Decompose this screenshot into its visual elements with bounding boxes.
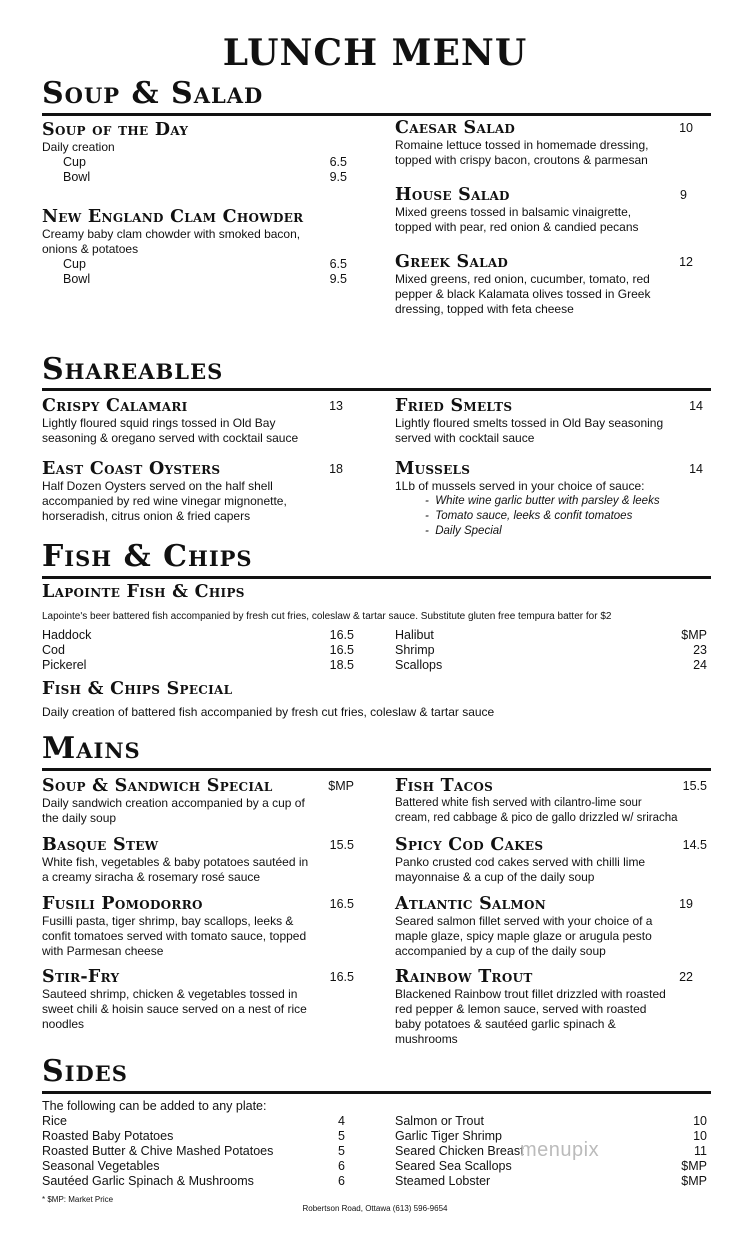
item-desc: noodles [42, 1017, 85, 1031]
sides-intro: The following can be added to any plate: [42, 1099, 267, 1113]
section-heading-sides: Sides [42, 1054, 128, 1089]
side-row: Rice 4 [42, 1114, 345, 1128]
item-name: Soup of the Day [42, 120, 189, 140]
item-desc: Half Dozen Oysters served on the half shell [42, 479, 273, 493]
item-desc: Creamy baby clam chowder with smoked bacon, [42, 227, 301, 241]
item-desc: Blackened Rainbow trout fillet drizzled with roasted [395, 987, 666, 1001]
item-name: Rainbow Trout [395, 967, 533, 987]
item-name: Fried Smelts [395, 396, 513, 416]
item-price: 12 [679, 255, 693, 269]
item-name: Caesar Salad [395, 118, 516, 138]
item-desc: red pepper & lemon sauce, served with roasted [395, 1002, 647, 1016]
fish-list-right [395, 628, 707, 673]
menu-item-fusili-pomodorro [42, 894, 354, 959]
item-price: 16.5 [329, 897, 354, 911]
item-desc: 1Lb of mussels served in your choice of sauce: [395, 479, 645, 493]
item-price: $MP [328, 779, 354, 793]
item-desc: topped with pear, red onion & candied pecans [395, 220, 639, 234]
menu-item-mussels [395, 459, 707, 539]
side-row: Garlic Tiger Shrimp 10 [395, 1129, 707, 1143]
section-divider [42, 576, 711, 579]
item-desc: maple glaze, spicy maple glaze or arugula pesto [395, 929, 652, 943]
menu-item-atlantic-salmon [395, 894, 707, 959]
item-desc: Fusilli pasta, tiger shrimp, bay scallops, leeks & [42, 914, 294, 928]
item-desc: the daily soup [42, 811, 117, 825]
menu-item-stir-fry [42, 967, 354, 1032]
item-price: 14 [689, 462, 703, 476]
item-desc: confit tomatoes served with tomato sauce, topped [42, 929, 307, 943]
fish-row: Shrimp 23 [395, 643, 707, 657]
item-desc: served with cocktail sauce [395, 431, 535, 445]
item-name: East Coast Oysters [42, 459, 221, 479]
item-desc: Seared salmon fillet served with your choice of a [395, 914, 653, 928]
item-price: 18 [329, 462, 343, 476]
menu-item-soup-sandwich-special [42, 776, 354, 826]
section-divider [42, 768, 711, 771]
menu-item-house-salad [395, 185, 707, 235]
item-name: Basque Stew [42, 835, 159, 855]
item-price: 10 [679, 121, 693, 135]
item-desc: Mixed greens tossed in balsamic vinaigrette, [395, 205, 632, 219]
item-name: Mussels [395, 459, 471, 479]
side-row: Roasted Baby Potatoes 5 [42, 1129, 345, 1143]
side-row: Seared Chicken Breast 11 [395, 1144, 707, 1158]
item-desc: mushrooms [395, 1032, 458, 1046]
size-row: Bowl 9.5 [63, 170, 347, 184]
side-row: Seared Sea Scallops $MP [395, 1159, 707, 1173]
item-price: 13 [329, 399, 343, 413]
sauce-option: - White wine garlic butter with parsley & leeks [425, 495, 660, 507]
item-desc: White fish, vegetables & baby potatoes sautéed in [42, 855, 309, 869]
item-desc: Daily sandwich creation accompanied by a cup of [42, 796, 305, 810]
item-desc: mayonnaise & a cup of the daily soup [395, 870, 595, 884]
sauce-option: - Tomato sauce, leeks & confit tomatoes [425, 510, 633, 522]
item-desc: onions & potatoes [42, 242, 139, 256]
item-desc: topped with crispy bacon, croutons & parmesan [395, 153, 648, 167]
page-title: LUNCH MENU [222, 32, 528, 74]
item-desc: accompanied by red wine vinegar mignonette, [42, 494, 287, 508]
item-desc: pepper & black Kalamata olives tossed in Greek [395, 287, 651, 301]
item-desc: Mixed greens, red onion, cucumber, tomato, red [395, 272, 650, 286]
item-name: Soup & Sandwich Special [42, 776, 273, 796]
item-desc: Sauteed shrimp, chicken & vegetables tossed in [42, 987, 298, 1001]
item-desc: accompanied by a cup of the daily soup [395, 944, 606, 958]
side-row: Sautéed Garlic Spinach & Mushrooms 6 [42, 1174, 345, 1188]
item-desc: a creamy siracha & rosemary rosé sauce [42, 870, 261, 884]
menu-item-soup-of-the-day [42, 120, 347, 185]
section-divider [42, 1091, 711, 1094]
menu-item-fried-smelts [395, 396, 707, 446]
item-desc: seasoning & oregano served with cocktail sauce [42, 431, 299, 445]
side-row: Salmon or Trout 10 [395, 1114, 707, 1128]
menu-item-fish-tacos [395, 776, 707, 826]
item-price: 14 [689, 399, 703, 413]
item-price: 14.5 [682, 838, 707, 852]
footnote-market-price: * $MP: Market Price [42, 1195, 114, 1204]
menu-item-east-coast-oysters [42, 459, 347, 524]
section-divider [42, 388, 711, 391]
side-row: Seasonal Vegetables 6 [42, 1159, 345, 1173]
item-desc: horseradish, citrus onion & fried capers [42, 509, 251, 523]
size-row: Cup 6.5 [63, 257, 347, 271]
item-price: 15.5 [329, 838, 354, 852]
item-name: Fusili Pomodorro [42, 894, 203, 914]
footer-address: Robertson Road, Ottawa (613) 596-9654 [302, 1204, 448, 1213]
menu-item-greek-salad [395, 252, 707, 317]
item-desc: cream, red cabbage & pico de gallo drizzled w/ sriracha [395, 812, 678, 824]
section-heading-soup-salad: Soup & Salad [42, 76, 264, 111]
item-desc: baby potatoes & sautéed garlic spinach & [395, 1017, 616, 1031]
item-name: Spicy Cod Cakes [395, 835, 544, 855]
item-name: House Salad [395, 185, 510, 205]
watermark: menupix [520, 1139, 600, 1161]
item-desc: Daily creation [42, 140, 115, 154]
item-name: Atlantic Salmon [395, 894, 547, 914]
item-desc: Romaine lettuce tossed in homemade dressing, [395, 138, 649, 152]
item-name: Greek Salad [395, 252, 509, 272]
item-name-lapointe-fish-chips: Lapointe Fish & Chips [42, 582, 245, 602]
item-name: Crispy Calamari [42, 396, 188, 416]
menu-item-clam-chowder [42, 207, 347, 287]
fish-row: Halibut $MP [395, 628, 707, 642]
menu-item-spicy-cod-cakes [395, 835, 707, 885]
item-price: 16.5 [329, 970, 354, 984]
item-price: 22 [679, 970, 693, 984]
menu-item-crispy-calamari [42, 396, 347, 446]
sauce-option: - Daily Special [425, 525, 502, 537]
item-desc: dressing, topped with feta cheese [395, 302, 574, 316]
sides-list-left [42, 1114, 345, 1189]
item-desc: sweet chili & hoisin sauce served on a nest of rice [42, 1002, 307, 1016]
size-row: Cup 6.5 [63, 155, 347, 169]
fish-list-left [42, 628, 354, 673]
item-desc: Battered white fish served with cilantro-lime sour [395, 797, 642, 809]
item-price: 19 [679, 897, 693, 911]
side-row: Steamed Lobster $MP [395, 1174, 707, 1188]
item-desc: Lightly floured squid rings tossed in Old Bay [42, 416, 276, 430]
menu-item-caesar-salad [395, 118, 707, 168]
item-name-fish-chips-special: Fish & Chips Special [42, 679, 233, 699]
fish-row: Scallops 24 [395, 658, 707, 672]
fish-row: Pickerel 18.5 [42, 658, 354, 672]
item-name: Fish Tacos [395, 776, 494, 796]
section-heading-fish-chips: Fish & Chips [42, 539, 253, 574]
size-row: Bowl 9.5 [63, 272, 347, 286]
section-heading-shareables: Shareables [42, 352, 224, 387]
fish-chips-special-desc: Daily creation of battered fish accompanied by fresh cut fries, coleslaw & tartar sauce [42, 705, 495, 719]
item-price: 15.5 [682, 779, 707, 793]
item-name: Stir-Fry [42, 967, 120, 987]
item-desc: Lightly floured smelts tossed in Old Bay seasoning [395, 416, 664, 430]
section-divider [42, 113, 711, 116]
menu-item-rainbow-trout [395, 967, 707, 1047]
menu-item-basque-stew [42, 835, 354, 885]
lapointe-desc: Lapointe's beer battered fish accompanied by fresh cut fries, coleslaw & tartar sauce. Substitute gluten free tempura batter for $2 [42, 611, 612, 622]
item-desc: with Parmesan cheese [42, 944, 164, 958]
fish-row: Cod 16.5 [42, 643, 354, 657]
item-name: New England Clam Chowder [42, 207, 304, 227]
section-heading-mains: Mains [42, 731, 141, 766]
side-row: Roasted Butter & Chive Mashed Potatoes 5 [42, 1144, 345, 1158]
item-price: 9 [680, 188, 687, 202]
item-desc: Panko crusted cod cakes served with chilli lime [395, 855, 646, 869]
fish-row: Haddock 16.5 [42, 628, 354, 642]
